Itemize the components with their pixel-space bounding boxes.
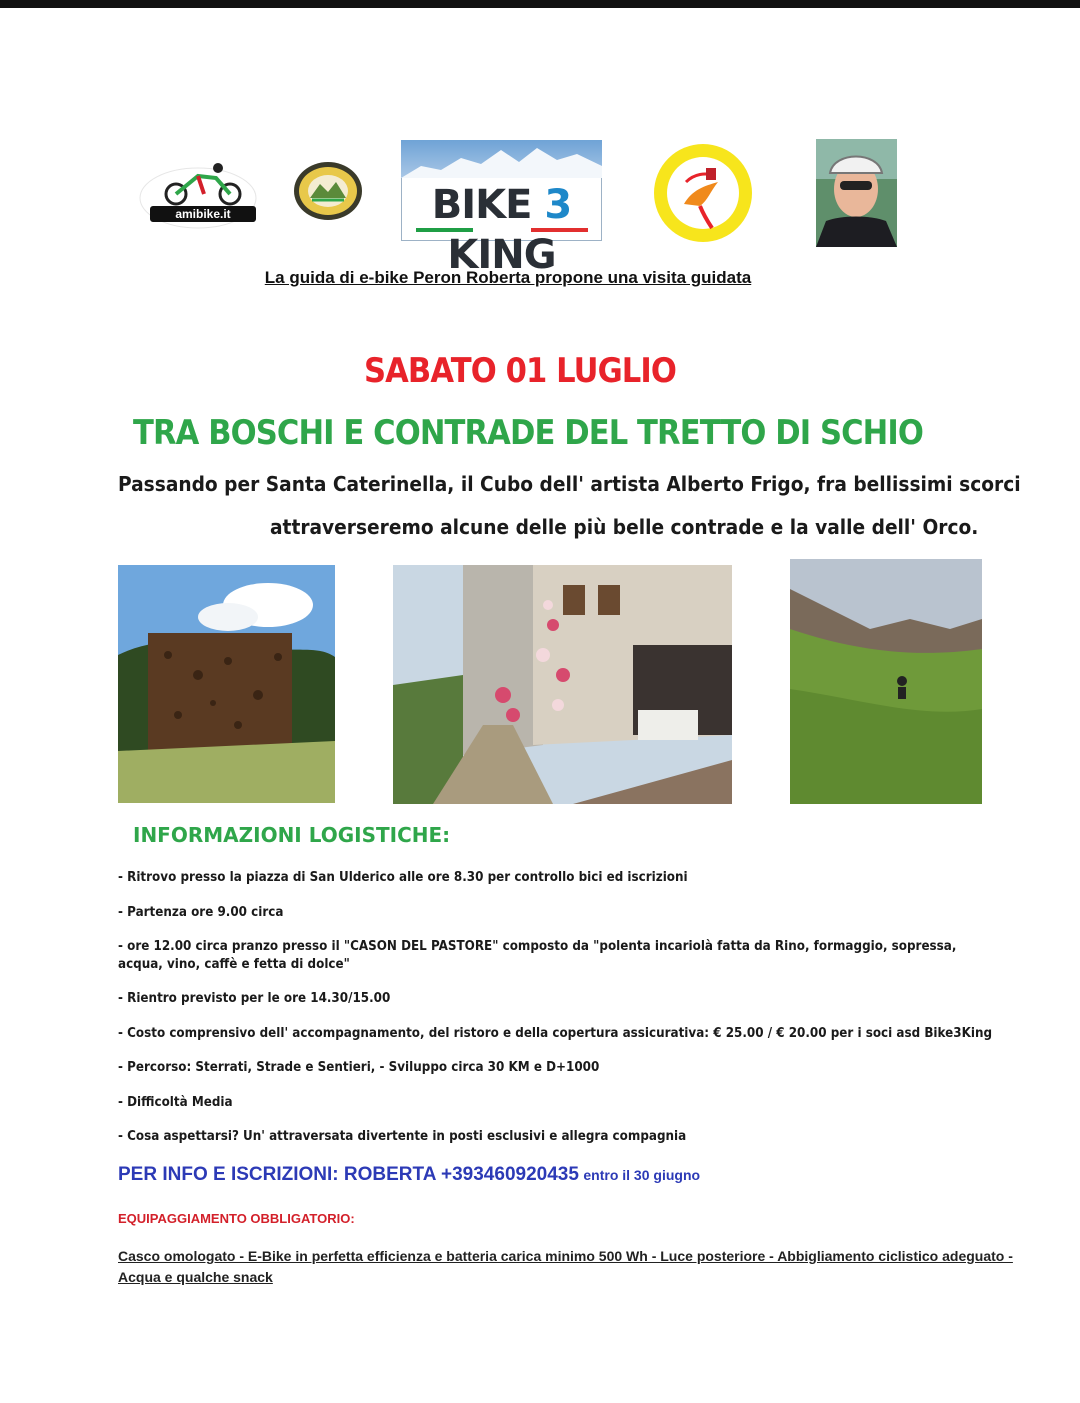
photo-valley-meadow [790,559,982,804]
bike3king-logo [401,140,602,278]
guide-portrait-photo [816,139,897,247]
info-item-costo: - Costo comprensivo dell' accompagnamento, del ristoro e della copertura assicurativa: € 25.00 / € 20.00 per i soci asd Bike3King [118,1026,993,1041]
italian-flag-stripe [416,228,588,232]
cyclist-icon [138,158,263,238]
subtitle: La guida di e-bike Peron Roberta propone una visita guidata [264,268,752,287]
intro-line-2: attraverseremo alcune delle più belle contrade e la valle dell' Orco. [270,515,979,539]
info-item-partenza: - Partenza ore 9.00 circa [118,905,284,920]
amibike-logo [138,158,263,238]
info-item-ritrovo: - Ritrovo presso la piazza di San Ulderico alle ore 8.30 per controllo bici ed iscrizioni [118,870,688,885]
info-section-title: INFORMAZIONI LOGISTICHE: [133,823,451,847]
equipment-list: Casco omologato - E-Bike in perfetta efficienza e batteria carica minimo 500 Wh - Luce posteriore - Abbigliamento ciclistico adeguato - Acqua e qualche snack [118,1248,1013,1285]
intro-line-1: Passando per Santa Caterinella, il Cubo dell' artista Alberto Frigo, fra bellissimi scorci [118,472,1021,496]
photo-contrada-house [393,565,732,804]
mountains-icon [401,140,602,178]
event-date: SABATO 01 LUGLIO [363,351,676,391]
guide-badge-logo [292,160,364,222]
info-item-aspettative: - Cosa aspettarsi? Un' attraversata divertente in posti esclusivi e allegra compagnia [118,1129,687,1144]
info-item-percorso: - Percorso: Sterrati, Strade e Sentieri, - Sviluppo circa 30 KM e D+1000 [118,1060,600,1075]
tretto-la-fenice-logo [652,142,754,244]
info-item-rientro: - Rientro previsto per le ore 14.30/15.00 [118,991,391,1006]
equipment-title: EQUIPAGGIAMENTO OBBLIGATORIO: [118,1211,355,1226]
bike3king-wordmark: BIKE 3 KING [431,182,572,278]
contact-phone: PER INFO E ISCRIZIONI: ROBERTA +393460920435 [118,1164,579,1185]
contact-deadline: entro il 30 giugno [583,1167,701,1183]
info-item-difficolta: - Difficoltà Media [118,1095,233,1110]
top-border [0,0,1080,8]
event-headline: TRA BOSCHI E CONTRADE DEL TRETTO DI SCHIO [133,413,923,453]
contact-line [118,1164,700,1186]
amibike-wordmark: amibike.it [150,206,256,222]
photo-art-cube [118,565,335,803]
info-item-pranzo: - ore 12.00 circa pranzo presso il "CASON DEL PASTORE" composto da "polenta incariolà fatta da Rino, formaggio, sopressa, acqua, vino, caffè e fetta di dolce" [118,939,957,972]
